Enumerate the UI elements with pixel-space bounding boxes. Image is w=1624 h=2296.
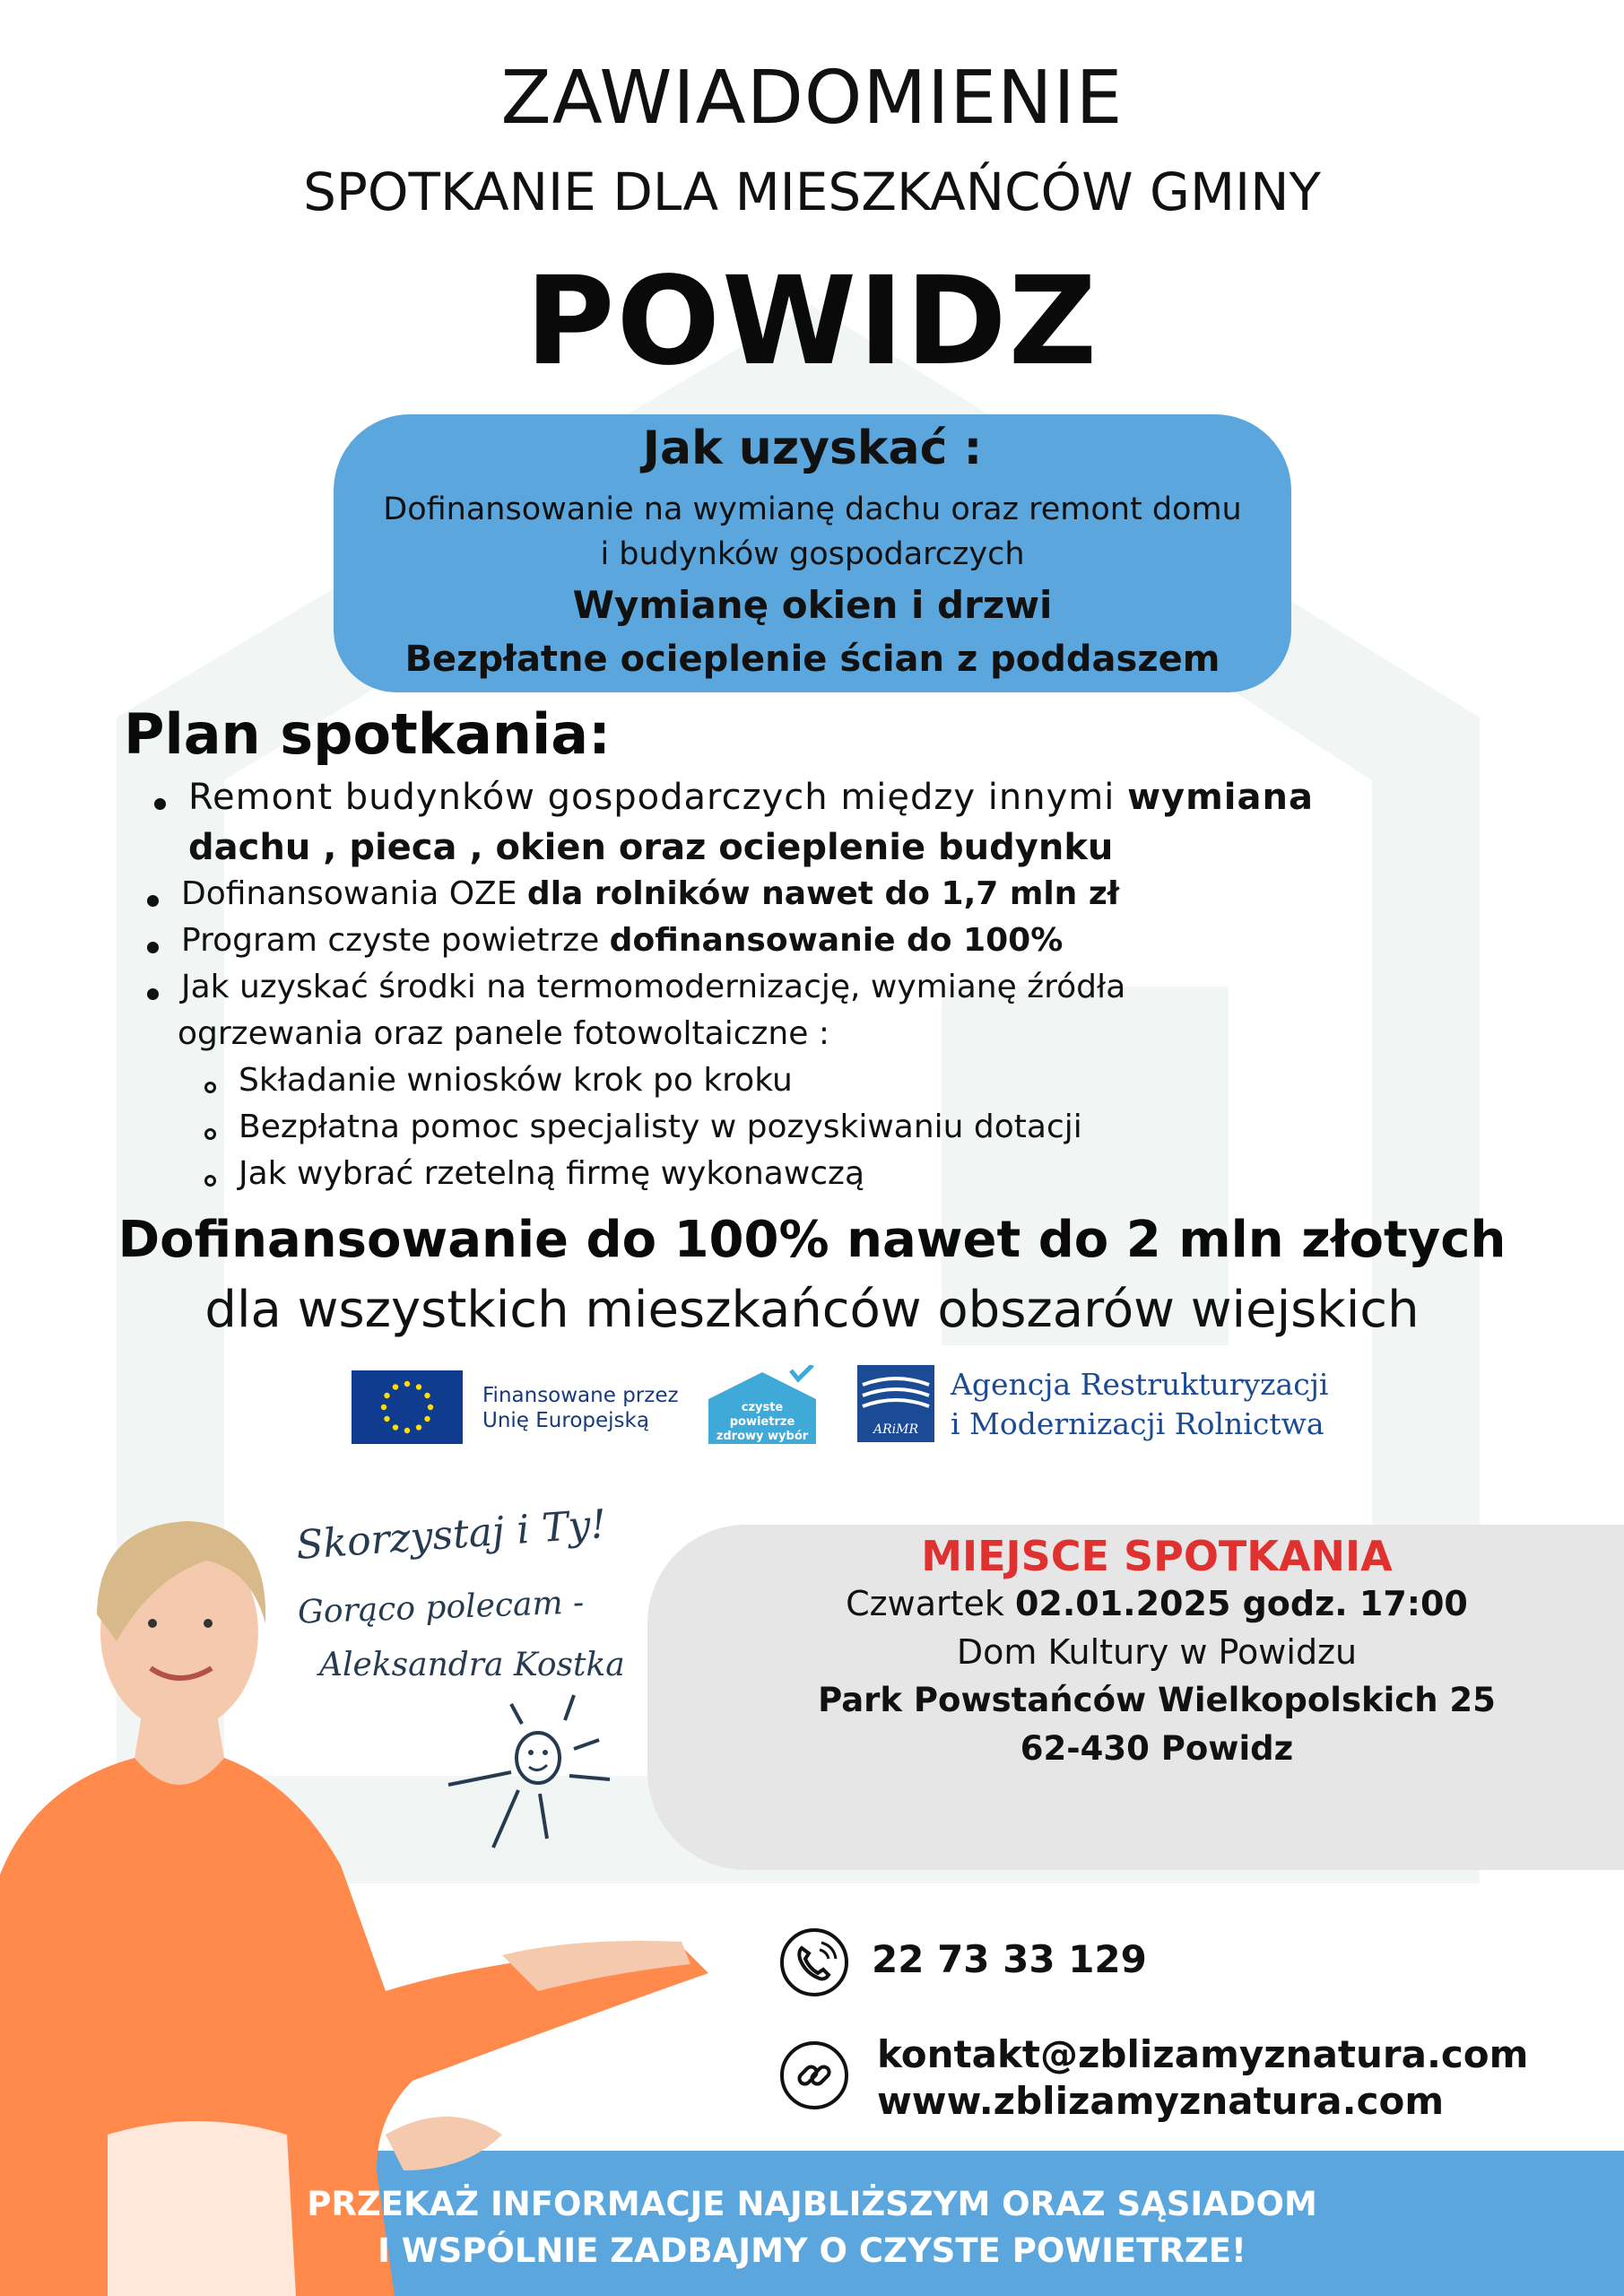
armr-line-2: i Modernizacji Rolnictwa (951, 1406, 1324, 1441)
handwriting-line-3: Aleksandra Kostka (319, 1647, 625, 1683)
eu-star (428, 1405, 433, 1410)
notice-title: ZAWIADOMIENIE (500, 56, 1124, 141)
armr-line-1: Agencja Restrukturyzacji (951, 1367, 1329, 1402)
bullet-dot (154, 798, 166, 810)
plan-heading: Plan spotkania: (124, 701, 611, 767)
eu-star (384, 1416, 389, 1422)
contact-website[interactable]: www.zblizamyznatura.com (877, 2079, 1445, 2123)
bullet-dot (147, 942, 159, 953)
eu-star (424, 1393, 430, 1398)
notice-subtitle: SPOTKANIE DLA MIESZKAŃCÓW GMINY (303, 161, 1321, 222)
armr-logo-icon (857, 1365, 934, 1442)
sub-bullet-ring (204, 1082, 216, 1093)
offer-heading: Jak uzyskać : (642, 422, 983, 475)
offer-line-1: Dofinansowanie na wymianę dachu oraz remont domu (383, 491, 1242, 527)
eu-star (393, 1424, 398, 1430)
czyste-powietrze-text (708, 1401, 816, 1444)
plan-item-3-bold: dofinansowanie do 100% (609, 922, 1064, 959)
plan-item-1-cont (188, 827, 1113, 868)
meeting-street: Park Powstańców Wielkopolskich 25 (818, 1681, 1496, 1719)
eu-funding-text (482, 1383, 679, 1433)
meeting-date-time: 02.01.2025 godz. 17:00 (1014, 1584, 1468, 1623)
offer-bold-1: Wymianę okien i drzwi (572, 583, 1053, 627)
eu-text-line-2: Unię Europejską (482, 1409, 649, 1432)
sub-bullet-ring (204, 1175, 216, 1187)
sub-bullet-ring (204, 1128, 216, 1140)
meeting-date (762, 1584, 1551, 1623)
bullet-dot (147, 988, 159, 1000)
offer-line-2: i budynków gospodarczych (600, 536, 1025, 572)
eu-star (381, 1405, 386, 1410)
plan-item-4: Jak uzyskać środki na termomodernizację, wymianę źródła (181, 969, 1126, 1005)
armr-abbr: ARiMR (873, 1422, 919, 1437)
eu-star (416, 1384, 421, 1389)
link-icon (780, 2041, 848, 2109)
eu-star (393, 1384, 398, 1389)
municipality-name: POWIDZ (525, 251, 1099, 393)
meeting-venue: Dom Kultury w Powidzu (956, 1632, 1358, 1672)
eu-flag-icon (352, 1370, 463, 1444)
footer-line-2: I WSPÓLNIE ZADBAJMY O CZYSTE POWIETRZE! (378, 2231, 1246, 2270)
plan-subitem-2: Bezpłatna pomoc specjalisty w pozyskiwaniu dotacji (239, 1109, 1082, 1145)
plan-item-1-bold: wymiana (1127, 777, 1314, 818)
meeting-day: Czwartek (846, 1584, 1015, 1623)
handwriting-line-1: Skorzystaj i Ty! (294, 1500, 608, 1570)
plan-item-2-text: Dofinansowania OZE (181, 875, 527, 912)
phone-icon (780, 1928, 848, 1996)
plan-item-2 (181, 875, 1119, 912)
footer-line-1: PRZEKAŻ INFORMACJE NAJBLIŻSZYM ORAZ SĄSIADOM (307, 2185, 1317, 2223)
cp-text-line-1: czyste powietrze (729, 1401, 795, 1429)
meeting-heading: MIEJSCE SPOTKANIA (921, 1532, 1393, 1580)
plan-subitem-3: Jak wybrać rzetelną firmę wykonawczą (239, 1155, 865, 1192)
eu-text-line-1: Finansowane przez (482, 1384, 679, 1407)
meeting-city: 62-430 Powidz (1020, 1729, 1294, 1768)
plan-item-3 (181, 922, 1063, 959)
funding-highlight: Dofinansowanie do 100% nawet do 2 mln złotych (117, 1211, 1507, 1269)
eu-star (404, 1381, 410, 1387)
eu-star (416, 1424, 421, 1430)
phone-number[interactable]: 22 73 33 129 (872, 1937, 1147, 1981)
eu-star (424, 1416, 430, 1422)
offer-bold-2: Bezpłatne ocieplenie ścian z poddaszem (404, 639, 1220, 680)
sun-doodle-icon (439, 1686, 628, 1866)
plan-item-2-bold: dla rolników nawet do 1,7 mln zł (526, 875, 1120, 912)
eu-star (404, 1428, 410, 1433)
plan-subitem-1: Składanie wniosków krok po kroku (239, 1062, 793, 1099)
speaker-photo (0, 1489, 735, 2296)
plan-item-1-bold-cont: dachu , pieca , okien oraz ocieplenie budynku (188, 827, 1114, 868)
bullet-dot (147, 895, 159, 907)
armr-name (951, 1365, 1328, 1444)
plan-item-1 (188, 777, 1314, 818)
plan-item-4-cont: ogrzewania oraz panele fotowoltaiczne : (178, 1015, 829, 1052)
cp-text-line-2: zdrowy wybór (716, 1430, 809, 1443)
funding-audience: dla wszystkich mieszkańców obszarów wiejskich (204, 1281, 1420, 1339)
plan-item-1-text: Remont budynków gospodarczych między innymi (188, 777, 1128, 818)
eu-star (384, 1393, 389, 1398)
contact-email[interactable]: kontakt@zblizamyznatura.com (877, 2032, 1529, 2076)
handwriting-line-2: Gorąco polecam - (297, 1584, 585, 1631)
plan-item-3-text: Program czyste powietrze (181, 922, 610, 959)
